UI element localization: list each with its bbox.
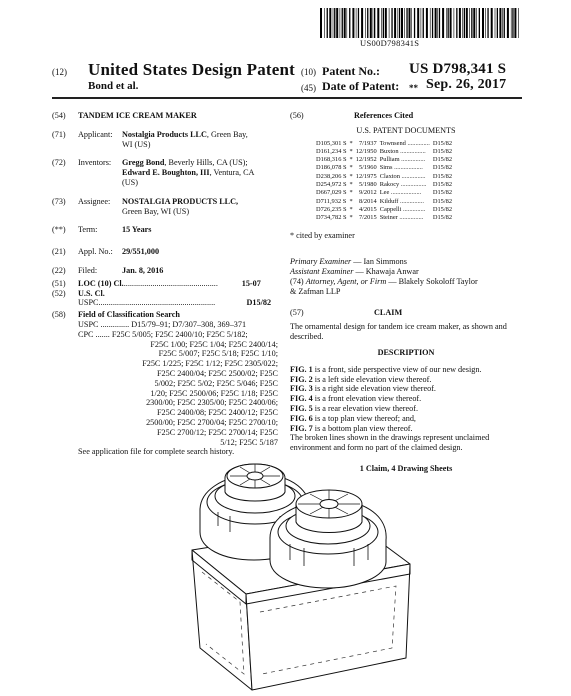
fig-item: FIG. 1 is a front, side perspective view of our new design. xyxy=(290,364,482,374)
field-58: (58) Field of Classification Search USPC .............. D15/79–91; D7/307–308, 369–371 CPC ....... F25C 5/005; F25C 2400/10; F25C 5/182; F25C 1/00; F25C 1/04; F25C 2400/14; F25C 5/007; F25C 5/18; F25C 1/10; F25C 1/225; F25C 1/12; F25C 2305/022; F25C 2400/04; F25C 2500/02; F25C 5/002; F25C 5/02; F25C 5/046; F25C 1/20; F25C 2500/06; F25C 1/18; F25C 2300/00; F25C 2305/00; F25C 2400/06; F25C 2400/08; F25C 2400/12; F25C 2500/00; F25C 2700/04; F25C 2700/10; F25C 2700/12; F25C 2700/14; F25C 5/12; F25C 5/187 See application file for complete search history. xyxy=(52,310,278,457)
ref-date: 12/1952 xyxy=(355,156,377,164)
barcode-bar xyxy=(399,8,400,38)
ref-class: D15/82 xyxy=(432,147,453,155)
barcode-bar xyxy=(333,8,334,38)
barcode-bar xyxy=(435,8,437,38)
patent-no-label: Patent No.: xyxy=(322,64,380,78)
barcode-bar xyxy=(479,8,480,38)
ref-number: D238,206 S xyxy=(316,172,347,180)
barcode-bar xyxy=(426,8,428,38)
barcode-bar xyxy=(439,8,440,38)
ref-name: Claxton ............... xyxy=(379,172,426,180)
barcode-bar xyxy=(507,8,509,38)
code-10: (10) xyxy=(301,67,316,77)
search-line: 2300/00; F25C 2305/00; F25C 2400/06; xyxy=(146,398,278,408)
patent-date: Sep. 26, 2017 xyxy=(426,77,507,92)
barcode-bar xyxy=(432,8,433,38)
ref-star: * xyxy=(349,214,353,222)
barcode-bar xyxy=(358,8,359,38)
barcode-bar xyxy=(389,8,390,38)
ref-star: * xyxy=(349,172,353,180)
reference-row xyxy=(316,189,455,197)
field-73: (73) Assignee: NOSTALGIA PRODUCTS LLC, Green Bay, WI (US) xyxy=(52,196,239,216)
search-line: 2500/00; F25C 2700/04; F25C 2700/10; xyxy=(146,417,278,427)
barcode-bar xyxy=(476,8,477,38)
ref-star: * xyxy=(349,205,353,213)
barcode-bar xyxy=(430,8,431,38)
ref-date: 8/2014 xyxy=(358,197,377,205)
barcode-bar xyxy=(417,8,419,38)
fig-item: FIG. 2 is a left side elevation view thereof. xyxy=(290,374,432,384)
ref-name: Cappelli .............. xyxy=(379,205,426,213)
barcode-bar xyxy=(373,8,374,38)
ref-number: D667,029 S xyxy=(316,189,347,197)
barcode-bar xyxy=(459,8,461,38)
reference-row xyxy=(316,173,455,181)
attorney: (74) Attorney, Agent, or Firm — Blakely Sokoloff Taylor xyxy=(290,276,478,286)
fig-item: FIG. 3 is a right side elevation view thereof. xyxy=(290,384,436,394)
barcode-bar xyxy=(361,8,363,38)
ref-star: * xyxy=(349,164,353,172)
field-22: (22) Filed: Jan. 8, 2016 xyxy=(52,265,164,275)
barcode-bar xyxy=(381,8,382,38)
us-docs-heading: U.S. PATENT DOCUMENTS xyxy=(356,125,456,135)
barcode-bar xyxy=(365,8,366,38)
ref-star: * xyxy=(349,139,353,147)
search-line: F25C 2700/12; F25C 2700/14; F25C xyxy=(156,427,278,437)
ref-number: D726,235 S xyxy=(316,205,347,213)
field-54: (54) TANDEM ICE CREAM MAKER xyxy=(52,111,197,120)
ref-number: D105,301 S xyxy=(316,139,347,147)
barcode-bar xyxy=(491,8,493,38)
barcode-bar xyxy=(502,8,503,38)
ref-class: D15/82 xyxy=(432,181,453,189)
field-52: (52) U.S. Cl. USPC......................................................... D15/82 xyxy=(52,288,272,308)
barcode-bar xyxy=(511,8,512,38)
barcode-bar xyxy=(409,8,411,38)
barcode-bar xyxy=(342,8,343,38)
barcode xyxy=(320,8,522,38)
field-72: (72) Inventors: Gregg Bond, Beverly Hills, CA (US); Edward E. Boughton, III, Ventura, CA (US) xyxy=(52,158,255,187)
ref-class: D15/82 xyxy=(432,156,453,164)
barcode-bar xyxy=(446,8,447,38)
date-stars: ** xyxy=(409,83,418,93)
barcode-bar xyxy=(518,8,519,38)
search-line: F25C 1/00; F25C 1/04; F25C 2400/14; xyxy=(150,339,278,349)
barcode-bar xyxy=(411,8,412,38)
right-column xyxy=(290,111,522,474)
barcode-bar xyxy=(485,8,486,38)
primary-examiner: Primary Examiner — Ian Simmons xyxy=(290,257,407,267)
attorney-cont: & Zafman LLP xyxy=(290,286,341,296)
barcode-bar xyxy=(347,8,348,38)
barcode-bar xyxy=(456,8,457,38)
search-line: CPC ....... F25C 5/005; F25C 2400/10; F25C 5/182; xyxy=(78,329,248,339)
references-table xyxy=(316,140,455,223)
barcode-bar xyxy=(423,8,424,38)
reference-row xyxy=(316,198,455,206)
ref-class: D15/82 xyxy=(432,205,453,213)
barcode-bar xyxy=(398,8,399,38)
search-history-note: See application file for complete search history. xyxy=(78,447,235,457)
barcode-bar xyxy=(471,8,472,38)
barcode-bar xyxy=(370,8,372,38)
barcode-bar xyxy=(495,8,496,38)
ref-date: 5/1980 xyxy=(358,181,377,189)
header-rule xyxy=(52,97,522,99)
barcode-bar xyxy=(401,8,403,38)
barcode-bar xyxy=(329,8,331,38)
reference-row xyxy=(316,164,455,172)
ref-class: D15/82 xyxy=(432,189,453,197)
ref-number: D161,234 S xyxy=(316,147,347,155)
reference-row xyxy=(316,206,455,214)
code-12: (12) xyxy=(52,67,67,77)
ref-star: * xyxy=(349,197,353,205)
fig-item: FIG. 5 is a rear elevation view thereof. xyxy=(290,403,419,413)
ref-class: D15/82 xyxy=(432,172,453,180)
barcode-bar xyxy=(394,8,396,38)
field-21: (21) Appl. No.: 29/551,000 xyxy=(52,247,160,257)
ref-name: Buxton ................ xyxy=(379,147,426,155)
ref-date: 7/2015 xyxy=(358,214,377,222)
left-column xyxy=(52,111,278,457)
ref-class: D15/82 xyxy=(432,197,453,205)
barcode-bar xyxy=(421,8,422,38)
barcode-bar xyxy=(448,8,449,38)
barcode-bar xyxy=(487,8,488,38)
barcode-bar xyxy=(406,8,407,38)
barcode-bar xyxy=(497,8,498,38)
ref-star: * xyxy=(349,181,353,189)
field-57: (57) CLAIM xyxy=(290,307,403,317)
ref-name: Lee ................... xyxy=(379,189,422,197)
ref-date: 12/1950 xyxy=(355,147,377,155)
barcode-bar xyxy=(349,8,350,38)
barcode-bar xyxy=(383,8,384,38)
barcode-number: US00D798341S xyxy=(360,38,420,48)
field-56: (56) References Cited xyxy=(290,111,414,120)
barcode-bar xyxy=(414,8,415,38)
barcode-bar xyxy=(367,8,368,38)
barcode-bar xyxy=(377,8,379,38)
ref-class: D15/82 xyxy=(432,164,453,172)
search-line: F25C 1/225; F25C 1/12; F25C 2305/022; xyxy=(142,359,278,369)
fig-item: FIG. 6 is a top plan view thereof; and, xyxy=(290,413,416,423)
field-51: (51) LOC (10) Cl............................................... 15-07 xyxy=(52,278,261,288)
ref-star: * xyxy=(349,156,353,164)
ref-name: Sims .................. xyxy=(379,164,423,172)
reference-row xyxy=(316,214,455,222)
field-71: (71) Applicant: Nostalgia Products LLC, Green Bay, WI (US) xyxy=(52,129,248,149)
ref-number: D711,932 S xyxy=(316,197,347,205)
ref-name: Pulliam ............... xyxy=(379,156,426,164)
ref-number: D254,972 S xyxy=(316,181,347,189)
ref-class: D15/82 xyxy=(432,139,453,147)
description-heading: DESCRIPTION xyxy=(377,347,435,357)
barcode-bar xyxy=(374,8,375,38)
barcode-bar xyxy=(334,8,335,38)
patent-number: US D798,341 S xyxy=(409,61,507,77)
ice-cream-maker-drawing xyxy=(160,452,430,692)
reference-row xyxy=(316,181,455,189)
search-line: F25C 2400/08; F25C 2400/12; F25C xyxy=(156,408,278,418)
barcode-bar xyxy=(512,8,513,38)
ref-name: Rakocy ................ xyxy=(379,181,427,189)
search-line: 5/002; F25C 5/02; F25C 5/046; F25C xyxy=(154,378,278,388)
barcode-bar xyxy=(454,8,455,38)
barcode-bar xyxy=(344,8,346,38)
barcode-bar xyxy=(466,8,468,38)
barcode-bar xyxy=(352,8,354,38)
barcode-bar xyxy=(462,8,463,38)
code-45: (45) xyxy=(301,83,316,93)
search-line: F25C 2400/04; F25C 2500/02; F25C xyxy=(156,368,278,378)
search-line: USPC .............. D15/79–91; D7/307–308, 369–371 xyxy=(78,319,247,329)
search-line: 5/12; F25C 5/187 xyxy=(220,437,278,447)
barcode-bar xyxy=(437,8,438,38)
barcode-bar xyxy=(469,8,470,38)
barcode-bar xyxy=(340,8,341,38)
barcode-bar xyxy=(385,8,387,38)
barcode-bar xyxy=(464,8,465,38)
reference-row xyxy=(316,148,455,156)
ref-class: D15/82 xyxy=(432,214,453,222)
ref-name: Kilduff ............... xyxy=(379,197,424,205)
document-title: United States Design Patent xyxy=(88,60,296,79)
field-term: (**) Term: 15 Years xyxy=(52,225,152,235)
ref-date: 7/1937 xyxy=(358,139,377,147)
barcode-bar xyxy=(391,8,392,38)
barcode-bar xyxy=(514,8,516,38)
barcode-bar xyxy=(473,8,475,38)
barcode-bar xyxy=(504,8,505,38)
ref-number: D734,782 S xyxy=(316,214,347,222)
date-label: Date of Patent: xyxy=(322,79,400,93)
inventor-line: Bond et al. xyxy=(88,80,139,92)
barcode-bar xyxy=(404,8,405,38)
reference-row xyxy=(316,140,455,148)
barcode-bar xyxy=(356,8,357,38)
fig-item: FIG. 7 is a bottom plan view thereof. xyxy=(290,423,413,433)
ref-name: Townsend .............. xyxy=(379,139,430,147)
search-line: F25C 5/007; F25C 5/18; F25C 1/10; xyxy=(158,349,278,359)
ref-star: * xyxy=(349,147,353,155)
ref-number: D186,078 S xyxy=(316,164,347,172)
barcode-bar xyxy=(324,8,325,38)
barcode-bar xyxy=(482,8,484,38)
reference-row xyxy=(316,156,455,164)
broken-lines-note: The broken lines shown in the drawings represent unclaimed environment and form no part of the claimed design. xyxy=(290,433,490,453)
claims-count: 1 Claim, 4 Drawing Sheets xyxy=(359,463,453,473)
search-line: 1/20; F25C 2500/06; F25C 1/18; F25C xyxy=(150,388,278,398)
cited-note: * cited by examiner xyxy=(290,230,355,240)
ref-date: 12/1975 xyxy=(355,172,377,180)
ref-name: Steiner ............... xyxy=(379,214,424,222)
assistant-examiner: Assistant Examiner — Khawaja Anwar xyxy=(290,267,419,277)
ref-date: 9/2012 xyxy=(358,189,377,197)
ref-number: D168,316 S xyxy=(316,156,347,164)
ref-date: 4/2015 xyxy=(358,205,377,213)
fig-list xyxy=(290,365,522,434)
barcode-bar xyxy=(320,8,322,38)
fig-item: FIG. 4 is a front elevation view thereof. xyxy=(290,394,422,404)
barcode-bar xyxy=(442,8,444,38)
claim-text: The ornamental design for tandem ice cream maker, as shown and described. xyxy=(290,322,507,342)
barcode-bar xyxy=(499,8,501,38)
barcode-bar xyxy=(336,8,338,38)
barcode-bar xyxy=(450,8,452,38)
barcode-bar xyxy=(327,8,328,38)
ref-star: * xyxy=(349,189,353,197)
ref-date: 5/1960 xyxy=(358,164,377,172)
